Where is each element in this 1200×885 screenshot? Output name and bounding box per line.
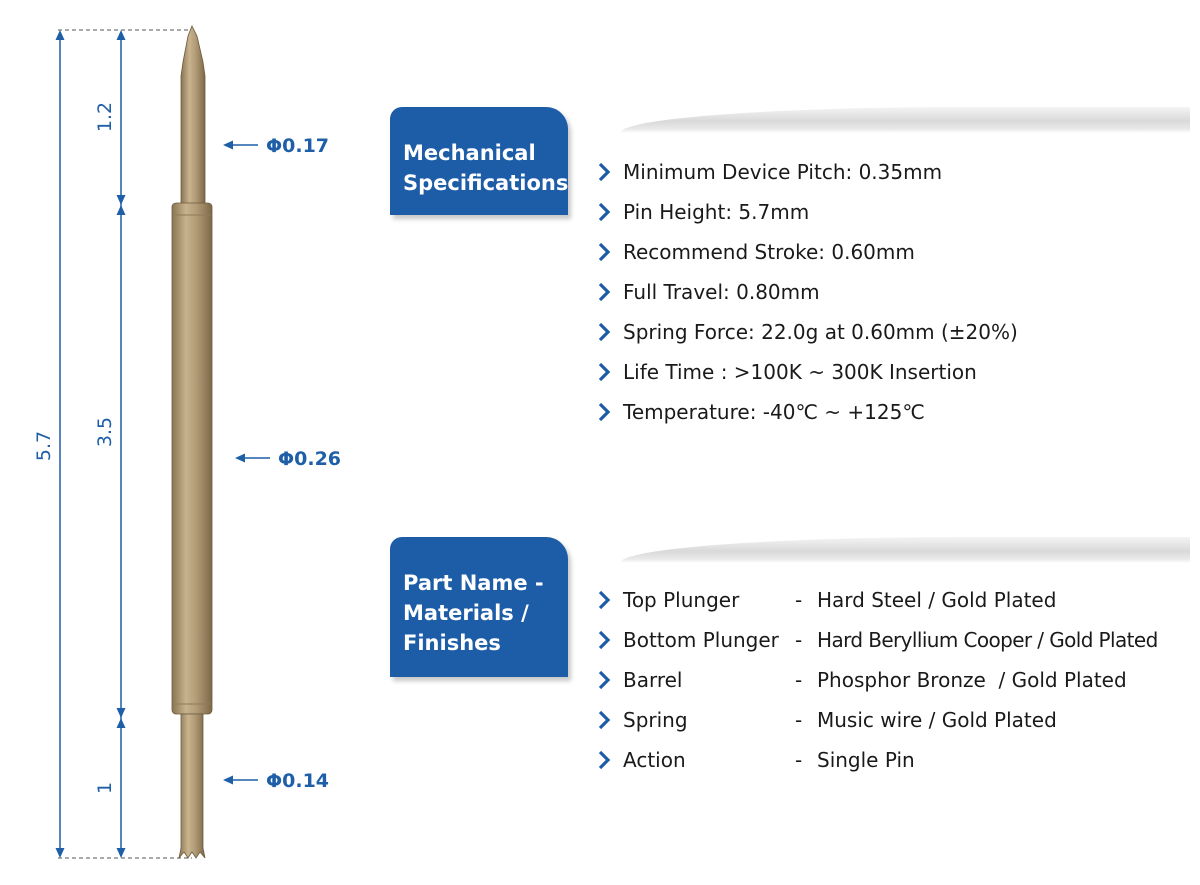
spec-item — [597, 157, 1018, 197]
segment-dimension-line — [117, 30, 126, 858]
material-finish: Hard Beryllium Cooper / Gold Plated — [817, 628, 1158, 652]
spec-text: Full Travel: 0.80mm — [623, 280, 820, 304]
chevron-right-icon — [597, 322, 613, 342]
spec-text: Pin Height: 5.7mm — [623, 200, 810, 224]
spec-text: Temperature: -40℃ ~ +125℃ — [623, 400, 925, 424]
chevron-right-icon — [597, 710, 613, 730]
material-item — [597, 745, 1158, 785]
barrel — [172, 203, 212, 714]
chevron-right-icon — [597, 402, 613, 422]
materials-list — [597, 585, 1158, 785]
overall-length-label: 5.7 — [33, 430, 55, 462]
tag-title-line: Specifications — [403, 171, 569, 195]
material-item — [597, 625, 1158, 665]
tag-title-line: Finishes — [403, 631, 501, 655]
chevron-right-icon — [597, 242, 613, 262]
material-item — [597, 665, 1158, 705]
separator-dash: - — [795, 668, 803, 692]
section-header-shading — [620, 107, 1190, 133]
bottom-diameter-arrow — [223, 776, 258, 785]
materials-tag — [390, 537, 568, 677]
spec-item — [597, 357, 1018, 397]
top-diameter-arrow — [223, 141, 258, 150]
spec-item — [597, 317, 1018, 357]
tag-title-line: Materials / — [403, 601, 529, 625]
top-plunger-length-label: 1.2 — [94, 101, 116, 133]
spec-text: Recommend Stroke: 0.60mm — [623, 240, 915, 264]
spec-item — [597, 397, 1018, 437]
barrel-length-label: 3.5 — [94, 416, 116, 448]
separator-dash: - — [795, 628, 803, 652]
material-finish: Hard Steel / Gold Plated — [817, 588, 1057, 612]
separator-dash: - — [795, 708, 803, 732]
section-header-shading — [620, 537, 1190, 563]
chevron-right-icon — [597, 590, 613, 610]
mechanical-spec-list — [597, 157, 1018, 437]
pogo-pin-illustration — [172, 26, 212, 858]
tag-title-line: Part Name - — [403, 571, 544, 595]
bottom-diameter-label: Φ0.14 — [266, 770, 330, 792]
chevron-right-icon — [597, 750, 613, 770]
top-plunger — [181, 26, 205, 205]
barrel-diameter-arrow — [235, 454, 270, 463]
chevron-right-icon — [597, 362, 613, 382]
overall-length-dimension — [56, 30, 65, 858]
spec-text: Life Time : >100K ~ 300K Insertion — [623, 360, 977, 384]
part-name: Action — [623, 748, 686, 772]
spec-item — [597, 197, 1018, 237]
separator-dash: - — [795, 588, 803, 612]
part-name: Spring — [623, 708, 688, 732]
mechanical-specifications-section — [390, 107, 1190, 437]
chevron-right-icon — [597, 282, 613, 302]
bottom-plunger — [179, 714, 205, 858]
part-name: Barrel — [623, 668, 683, 692]
barrel-diameter-label: Φ0.26 — [278, 448, 342, 470]
materials-section — [390, 537, 1190, 797]
separator-dash: - — [795, 748, 803, 772]
material-finish: Music wire / Gold Plated — [817, 708, 1057, 732]
pin-dimension-drawing — [0, 0, 360, 885]
chevron-right-icon — [597, 630, 613, 650]
chevron-right-icon — [597, 670, 613, 690]
spec-item — [597, 277, 1018, 317]
bottom-plunger-length-label: 1 — [94, 781, 116, 795]
chevron-right-icon — [597, 162, 613, 182]
spec-text: Spring Force: 22.0g at 0.60mm (±20%) — [623, 320, 1018, 344]
spec-item — [597, 237, 1018, 277]
material-finish: Phosphor Bronze / Gold Plated — [817, 668, 1127, 692]
material-finish: Single Pin — [817, 748, 915, 772]
tag-title-line: Mechanical — [403, 141, 536, 165]
part-name: Top Plunger — [623, 588, 740, 612]
mechanical-specifications-tag — [390, 107, 568, 215]
chevron-right-icon — [597, 202, 613, 222]
part-name: Bottom Plunger — [623, 628, 779, 652]
spec-text: Minimum Device Pitch: 0.35mm — [623, 160, 943, 184]
material-item — [597, 585, 1158, 625]
material-item — [597, 705, 1158, 745]
top-diameter-label: Φ0.17 — [266, 135, 330, 157]
